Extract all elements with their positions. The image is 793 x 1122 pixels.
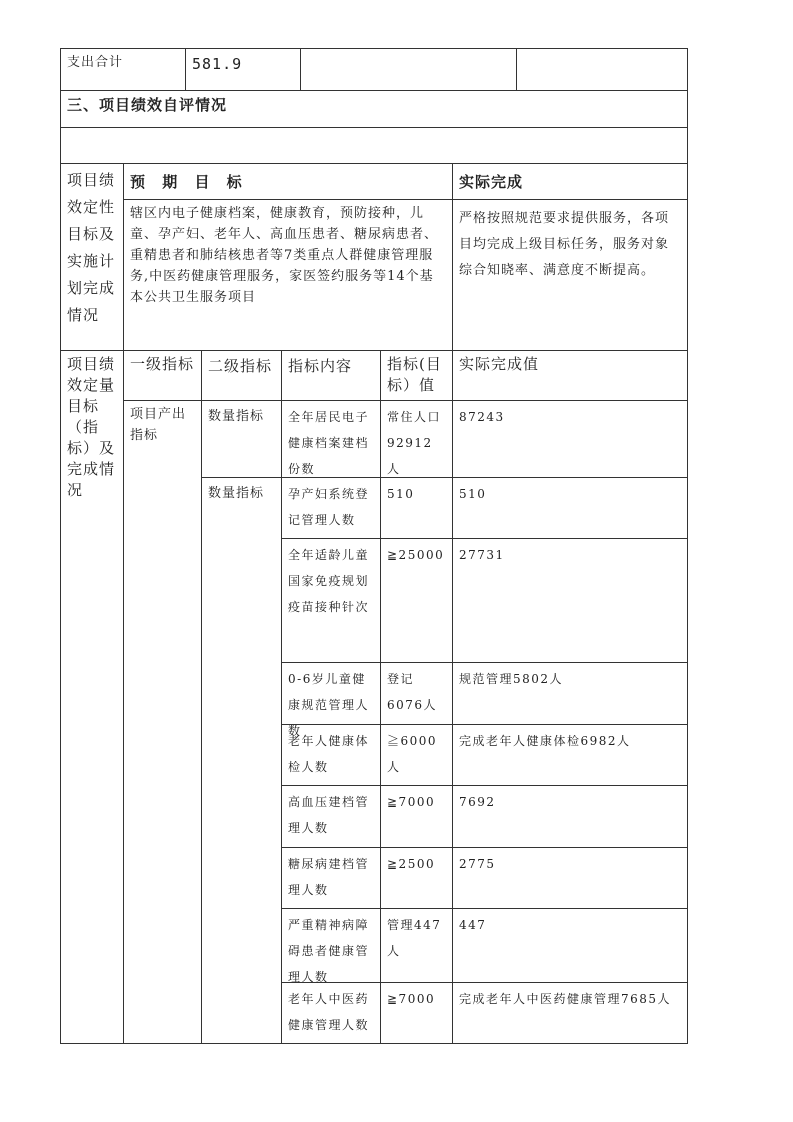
indicator-content-cell: 老年人中医药健康管理人数 <box>281 982 381 1044</box>
indicator-content-cell: 全年居民电子健康档案建档份数 <box>281 400 381 478</box>
indicator-content-cell: 严重精神病障碍患者健康管理人数 <box>281 908 381 983</box>
indicator-actual-cell: 完成老年人健康体检6982人 <box>452 724 688 786</box>
actual-completion-header: 实际完成 <box>452 163 688 200</box>
indicator-target-cell: ≧6000人 <box>380 724 453 786</box>
summary-label: 支出合计 <box>60 48 186 91</box>
indicator-target-cell: 常住人口92912人 <box>380 400 453 478</box>
indicator-content-cell: 孕产妇系统登记管理人数 <box>281 477 381 539</box>
indicator-actual-cell: 27731 <box>452 538 688 663</box>
indicator-target-cell: ≧2500 <box>380 847 453 909</box>
level2-indicator: 数量指标 <box>201 400 282 478</box>
header-level2: 二级指标 <box>201 350 282 401</box>
level2-indicator: 数量指标 <box>201 477 282 1044</box>
header-content: 指标内容 <box>281 350 381 401</box>
indicator-target-cell: ≧7000 <box>380 982 453 1044</box>
expected-goal-header: 预 期 目 标 <box>123 163 453 200</box>
indicator-target-cell: 管理447人 <box>380 908 453 983</box>
indicator-content-cell: 糖尿病建档管理人数 <box>281 847 381 909</box>
indicator-target-cell: ≧25000 <box>380 538 453 663</box>
actual-completion-text: 严格按照规范要求提供服务，各项目均完成上级目标任务，服务对象综合知晓率、满意度不断提高。 <box>452 199 688 351</box>
indicator-actual-cell: 510 <box>452 477 688 539</box>
quantitative-row-label: 项目绩效定量目标（指标）及完成情况 <box>60 350 124 1044</box>
level1-indicator: 项目产出指标 <box>123 400 202 1044</box>
header-level1: 一级指标 <box>123 350 202 401</box>
indicator-content-cell: 老年人健康体检人数 <box>281 724 381 786</box>
qualitative-row-label: 项目绩效定性目标及实施计划完成情况 <box>60 163 124 351</box>
empty-cell <box>516 48 688 91</box>
expected-goal-text: 辖区内电子健康档案，健康教育，预防接种，儿童、孕产妇、老年人、高血压患者、糖尿病患者、重精患者和肺结核患者等7类重点人群健康管理服务,中医药健康管理服务，家医签约服务等14个基本公共卫生服务项目 <box>123 199 453 351</box>
indicator-actual-cell: 规范管理5802人 <box>452 662 688 725</box>
indicator-actual-cell: 2775 <box>452 847 688 909</box>
indicator-actual-cell: 87243 <box>452 400 688 478</box>
indicator-target-cell: 510 <box>380 477 453 539</box>
indicator-content-cell: 0-6岁儿童健康规范管理人数 <box>281 662 381 725</box>
indicator-content-cell: 全年适龄儿童国家免疫规划疫苗接种针次 <box>281 538 381 663</box>
indicator-target-cell: 登记6076人 <box>380 662 453 725</box>
empty-row <box>60 127 688 164</box>
empty-cell <box>300 48 517 91</box>
section-title: 三、项目绩效自评情况 <box>60 90 688 128</box>
header-target: 指标(目标）值 <box>380 350 453 401</box>
indicator-actual-cell: 7692 <box>452 785 688 848</box>
header-actual: 实际完成值 <box>452 350 688 401</box>
indicator-actual-cell: 完成老年人中医药健康管理7685人 <box>452 982 688 1044</box>
indicator-actual-cell: 447 <box>452 908 688 983</box>
indicator-content-cell: 高血压建档管理人数 <box>281 785 381 848</box>
indicator-target-cell: ≧7000 <box>380 785 453 848</box>
summary-value: 581.9 <box>185 48 301 91</box>
